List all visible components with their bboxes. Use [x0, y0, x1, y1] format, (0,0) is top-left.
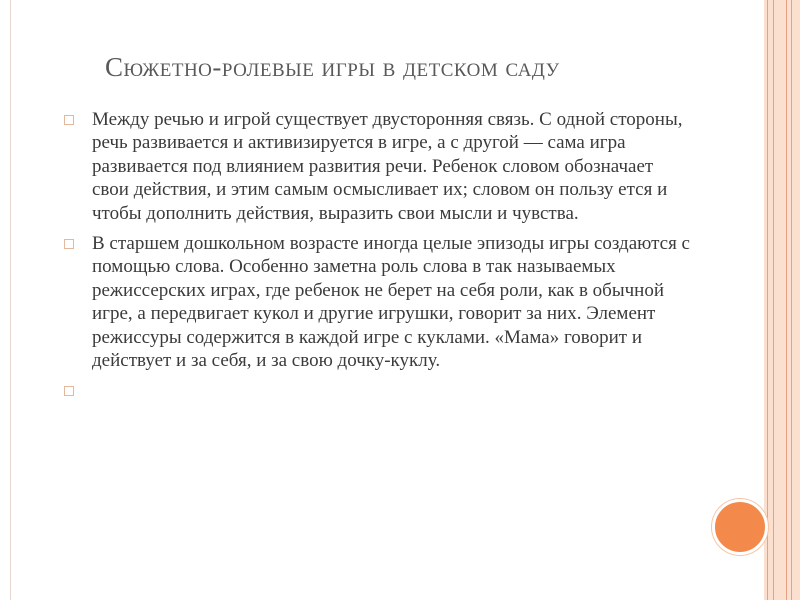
band-stripe — [767, 0, 768, 600]
orange-circle-decoration — [712, 499, 768, 555]
square-bullet-icon — [64, 115, 74, 125]
band-stripe — [773, 0, 774, 600]
slide-title: Сюжетно-ролевые игры в детском саду — [105, 52, 560, 82]
square-bullet-icon — [64, 239, 74, 249]
bullet-list — [62, 108, 694, 409]
list-item-empty — [62, 379, 694, 402]
list-item — [62, 108, 694, 225]
band-stripe — [786, 0, 787, 600]
bullet-text: В старшем дошкольном возрасте иногда целые эпизоды игры создаются с помощью слова. Особенно заметна роль слова в так называемых режиссерских играх, где ребенок не берет на себя роли, как в обычной игре, а передвигает кукол и другие игрушки, говорит за них. Элемент режиссуры содержится в каждой игре с куклами. «Мама» говорит и действует и за себя, и за свою дочку-куклу. — [92, 233, 690, 372]
bullet-text: Между речью и игрой существует двусторонняя связь. С одной стороны, речь развивается и активизируется в игре, а с другой — сама игра развивается под влиянием развития речи. Ребенок словом обозначает свои действия, и этим самым осмысливает их; словом он пользу ется и чтобы дополнить действия, выразить свои мысли и чувства. — [92, 109, 683, 224]
left-frame-border — [0, 0, 11, 600]
right-decorative-band — [764, 0, 800, 600]
band-stripe — [791, 0, 792, 600]
square-bullet-icon — [64, 386, 74, 396]
list-item — [62, 232, 694, 372]
